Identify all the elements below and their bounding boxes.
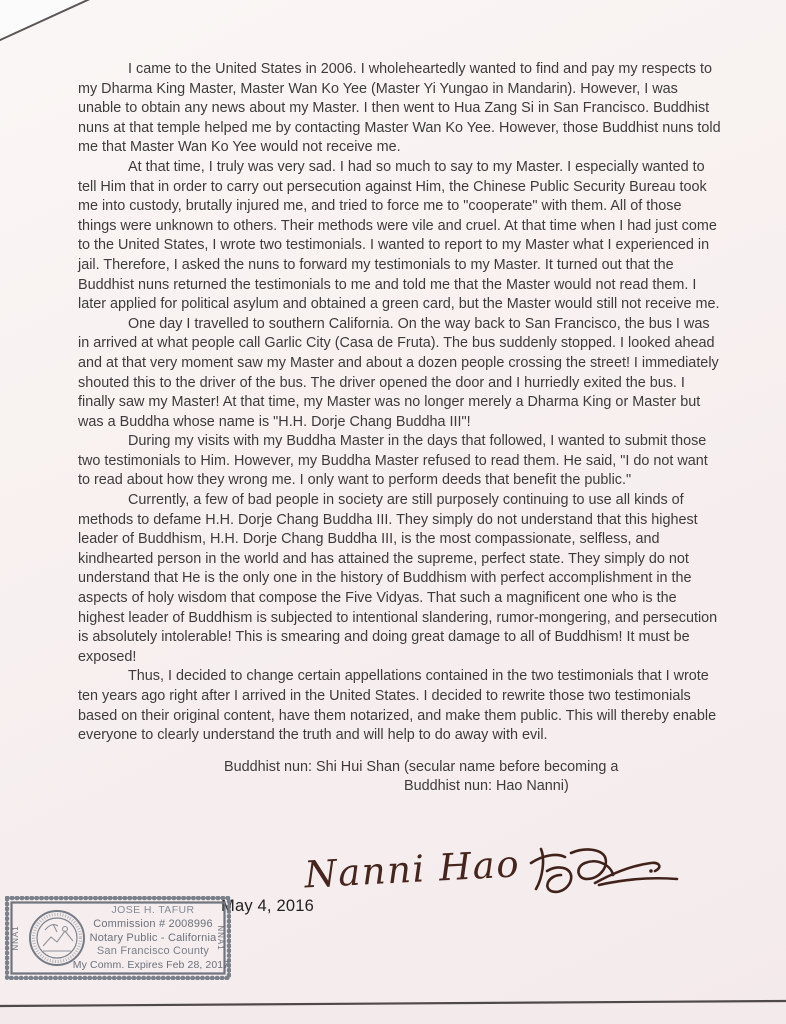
stamp-edge-text-right: NNA1 (216, 925, 225, 951)
letter-body (78, 60, 722, 797)
attribution-line-2: Buddhist nun: Hao Nanni) (404, 778, 569, 795)
page-bottom-edge (0, 996, 786, 1024)
stamp-notary-name: JOSE H. TAFUR (111, 904, 195, 916)
paragraph-6: Thus, I decided to change certain appellations contained in the two testimonials that I wrote ten years ago right after I arrived in the United States. I decided to rewrite those two testimonials based on their original content, have them notarized, and make them public. This will thereby enable everyone to clearly understand the truth and will help to do away with evil. (78, 668, 717, 744)
signature-name-text: Nanni Hao (303, 842, 522, 897)
notary-seal-icon (30, 911, 84, 965)
stamp-title: Notary Public - California (89, 932, 217, 944)
stamp-expiry: My Comm. Expires Feb 28, 2017 (72, 959, 230, 971)
handwritten-signature (295, 841, 690, 911)
stamp-edge-text-left: NNA1 (11, 925, 20, 951)
date-text: May 4, 2016 (221, 897, 315, 915)
paragraph-1: I came to the United States in 2006. I wholeheartedly wanted to find and pay my respects to my Dharma King Master, Master Wan Ko Yee (Master Yi Yungao in Mandarin). However, I was unable to obtain any news about my Master. I then went to Hua Zang Si in San Francisco. Buddhist nuns at that temple helped me by contacting Master Wan Ko Yee. However, those Buddhist nuns told me that Master Wan Ko Yee would not receive me. (78, 61, 721, 156)
stamp-county: San Francisco County (96, 945, 210, 957)
attribution-block (78, 758, 722, 797)
stamp-commission: Commission # 2008996 (93, 918, 213, 930)
attribution-line-1: Buddhist nun: Shi Hui Shan (secular name before becoming a (224, 758, 619, 775)
paragraph-5: Currently, a few of bad people in society are still purposely continuing to use all kinds of methods to defame H.H. Dorje Chang Buddha III. They simply do not understand that this highest leader of Buddhism, H.H. Dorje Chang Buddha III, is the most compassionate, selfless, and kindhearted person in the world and has attained the supreme, perfect state. They simply do not understand that He is the only one in the history of Buddhism with perfect accomplishment in the aspects of holy wisdom that compose the Five Vidyas. That such a magnificent one who is the highest leader of Buddhism is subjected to intentional slandering, rumor-mongering, and persecution is absolutely intolerable! This is smearing and doing great damage to all of Buddhism! It must be exposed! (78, 492, 718, 665)
paragraph-2: At that time, I truly was very sad. I had so much to say to my Master. I especially wanted to tell Him that in order to carry out persecution against Him, the Chinese Public Security Bureau took me into custody, brutally injured me, and tried to force me to "cooperate" with them. All of those things were unknown to others. Their methods were vile and cruel. At that time when I had just come to the United States, I wrote two testimonials. I wanted to report to my Master what I experienced in jail. Therefore, I asked the nuns to forward my testimonials to my Master. It turned out that the Buddhist nuns returned the testimonials to me and told me that the Master would not read them. I later applied for political asylum and obtained a green card, but the Master would still not receive me. (78, 158, 720, 313)
page-corner-crease (0, 0, 120, 60)
paragraph-4: During my visits with my Buddha Master in the days that followed, I wanted to submit those two testimonials to Him. However, my Buddha Master refused to read them. He said, "I do not want to read about how they wrong me. I only want to perform deeds that benefit the public." (78, 433, 708, 489)
signature-scribble (531, 849, 677, 892)
notary-stamp (5, 896, 231, 980)
paragraph-3: One day I travelled to southern California. On the way back to San Francisco, the bus I was in arrived at what people call Garlic City (Casa de Fruta). The bus suddenly stopped. I looked ahead and at that very moment saw my Master and about a dozen people crossing the street! I immediately shouted this to the driver of the bus. The driver opened the door and I hurriedly exited the bus. I finally saw my Master! At that time, my Master was no longer merely a Dharma King or Master but was a Buddha whose name is "H.H. Dorje Chang Buddha III"! (78, 315, 719, 430)
